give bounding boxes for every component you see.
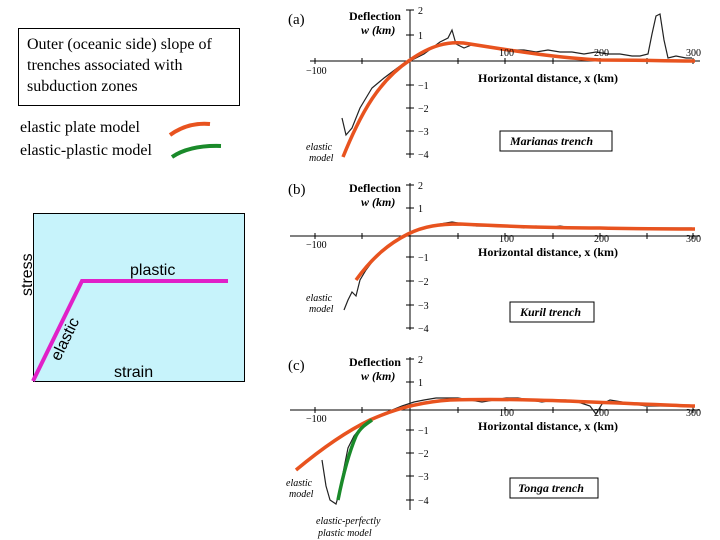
panel-a-ytick-3: −1: [418, 81, 429, 92]
panel-c-letter: (c): [288, 358, 305, 374]
panel-c-model-1: elastic: [286, 478, 313, 489]
legend-elastic-label: elastic plate model: [20, 119, 140, 136]
panel-a-ytick-2: 1: [418, 31, 423, 42]
panel-b-ytick-6: −4: [418, 324, 429, 335]
legend-elastic-swatch: [170, 124, 210, 135]
panel-c-xtick-1: −100: [306, 414, 327, 425]
panel-a-ytick-1: 2: [418, 6, 423, 17]
plastic-label: plastic: [130, 262, 176, 279]
panel-c-ytick-1: 2: [418, 355, 423, 366]
panel-c-ylabel-2: w (km): [361, 369, 396, 383]
panel-a-letter: (a): [288, 12, 305, 28]
panel-c: [290, 357, 700, 510]
panel-b-xtick-1: −100: [306, 240, 327, 251]
panel-b-trench: Kuril trench: [520, 305, 582, 319]
panel-c-ytick-4: −2: [418, 449, 429, 460]
panel-c-xtick-2: 100: [499, 408, 514, 419]
panel-a-xtick-4: 300: [686, 48, 701, 59]
panel-c-trench: Tonga trench: [518, 481, 584, 495]
panel-a-model-1: elastic: [306, 142, 333, 153]
panel-b-ytick-2: 1: [418, 204, 423, 215]
panel-b-xtick-2: 100: [499, 234, 514, 245]
panel-c-ytick-6: −4: [418, 496, 429, 507]
panel-c-ytick-3: −1: [418, 426, 429, 437]
panel-c-ytick-2: 1: [418, 378, 423, 389]
panel-c-xtick-3: 200: [594, 408, 609, 419]
panel-a-ylabel-2: w (km): [361, 23, 396, 37]
panel-a-xlabel: Horizontal distance, x (km): [478, 71, 618, 85]
panel-b-ytick-3: −1: [418, 253, 429, 264]
panel-a-xtick-1: −100: [306, 66, 327, 77]
panel-a-xtick-2: 100: [499, 48, 514, 59]
slide-title: Outer (oceanic side) slope of trenches associated with subduction zones: [27, 36, 212, 95]
stress-strain-curve: [33, 281, 228, 381]
panel-b-model-1: elastic: [306, 293, 333, 304]
panel-c-model-4: plastic model: [318, 528, 372, 539]
panel-c-ylabel-1: Deflection: [349, 355, 401, 369]
panel-c-xlabel: Horizontal distance, x (km): [478, 419, 618, 433]
panel-b-model-2: model: [309, 304, 334, 315]
panel-b-ytick-5: −3: [418, 301, 429, 312]
panel-c-model-2: model: [289, 489, 314, 500]
panel-b-ylabel-2: w (km): [361, 195, 396, 209]
panel-a-xtick-3: 200: [594, 48, 609, 59]
panel-b-ytick-4: −2: [418, 277, 429, 288]
panel-a-ytick-6: −4: [418, 150, 429, 161]
panel-c-model-3: elastic-perfectly: [316, 516, 381, 527]
panel-a-ylabel-1: Deflection: [349, 9, 401, 23]
panel-b-xtick-3: 200: [594, 234, 609, 245]
legend-elastic-plastic-label: elastic-plastic model: [20, 142, 152, 159]
elastic-label: elastic: [48, 315, 84, 364]
stress-label: stress: [19, 253, 36, 296]
panel-c-ytick-5: −3: [418, 472, 429, 483]
panel-a-model-2: model: [309, 153, 334, 164]
panel-b-ytick-1: 2: [418, 181, 423, 192]
panel-c-xtick-4: 300: [686, 408, 701, 419]
panel-b-letter: (b): [288, 182, 306, 198]
panel-a-trench: Marianas trench: [510, 134, 594, 148]
strain-label: strain: [114, 364, 154, 381]
panel-a-ytick-4: −2: [418, 104, 429, 115]
panel-b-ylabel-1: Deflection: [349, 181, 401, 195]
panel-b-xlabel: Horizontal distance, x (km): [478, 245, 618, 259]
panel-b-xtick-4: 300: [686, 234, 701, 245]
legend-plastic-swatch: [172, 146, 221, 157]
panel-a-ytick-5: −3: [418, 127, 429, 138]
